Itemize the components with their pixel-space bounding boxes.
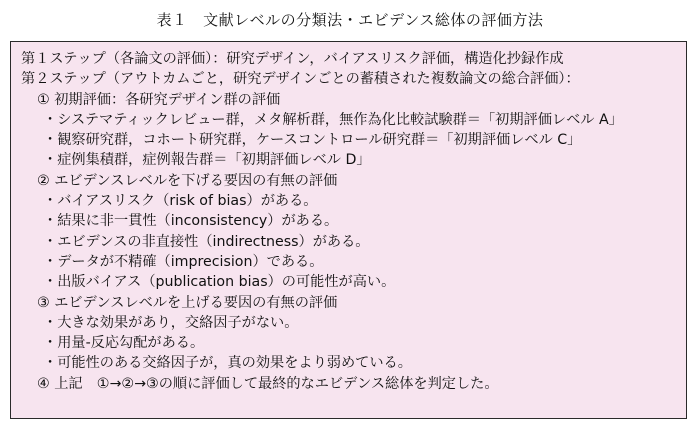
list-item: ・エビデンスの非直接性（indirectness）がある。 [43, 233, 370, 250]
list-item: ・可能性のある交絡因子が，真の効果をより弱めている。 [43, 355, 412, 372]
step-1-line: 第１ステップ（各論文の評価）：研究デザイン，バイアスリスク評価，構造化抄録作成 [21, 51, 564, 67]
list-item: ・結果に非一貫性（inconsistency）がある。 [43, 213, 339, 230]
list-item: ・バイアスリスク（risk of bias）がある。 [43, 193, 318, 210]
list-item: ・観察研究群，コホート研究群，ケースコントロール研究群＝「初期評価レベル C」 [43, 132, 582, 149]
substep-2-heading: ② エビデンスレベルを下げる要因の有無の評価 [37, 172, 338, 189]
step-2-line: 第２ステップ（アウトカムごと，研究デザインごとの蓄積された複数論文の総合評価）： [21, 71, 580, 88]
table-title: 表１ 文献レベルの分類法・エビデンス総体の評価方法 [156, 11, 544, 29]
list-item: ・大きな効果があり，交絡因子がない。 [43, 314, 299, 331]
substep-1-heading: ① 初期評価：各研究デザイン群の評価 [37, 91, 281, 108]
list-item: ・症例集積群，症例報告群＝「初期評価レベル D」 [43, 152, 371, 169]
list-item: ・システマティックレビュー群，メタ解析群，無作為化比較試験群＝「初期評価レベル A」 [43, 111, 623, 128]
list-item: ・出版バイアス（publication bias）の可能性が高い。 [43, 274, 396, 291]
substep-3-heading: ③ エビデンスレベルを上げる要因の有無の評価 [37, 294, 338, 311]
list-item: ・用量-反応勾配がある。 [43, 335, 205, 352]
substep-4-heading: ④ 上記 ①→②→③の順に評価して最終的なエビデンス総体を判定した。 [37, 375, 499, 392]
list-item: ・データが不精確（imprecision）である。 [43, 253, 324, 270]
content-box [10, 41, 687, 419]
